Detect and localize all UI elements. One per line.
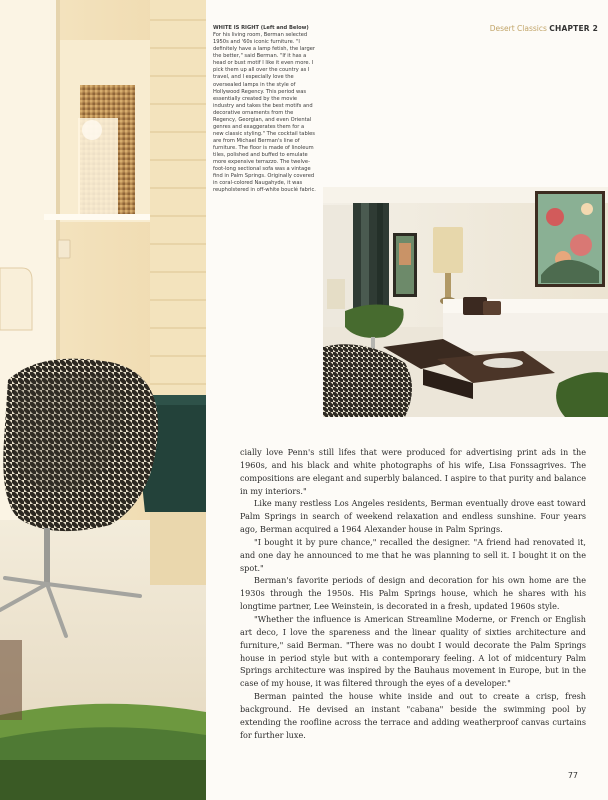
running-head-section: Desert Classics xyxy=(489,24,547,33)
body-paragraph: Like many restless Los Angeles residents, Berman eventually drove east toward Palm Springs in search of weekend relaxation and endless sunshine. Four years ago, Berman acquired a 1964 Alexander house in Palm Springs. xyxy=(240,498,586,535)
photo-caption xyxy=(213,25,316,195)
body-paragraph: cially love Penn's still lifes that were produced for advertising print ads in the 1960s, and his black and white photographs of his wife, Lisa Fonssagrives. The compositions are elegant and superbly balanced. I aspire to that purity and balance in my interiors." xyxy=(240,447,586,496)
running-head-chapter: CHAPTER 2 xyxy=(549,24,598,33)
left-photo-houndstooth-chair xyxy=(0,0,206,800)
body-paragraph: "Whether the influence is American Streamline Moderne, or French or English art deco, I love the spareness and the linear quality of sixties architecture and furniture," said Berman. "There was no doubt I would decorate the Palm Springs house in period style but with a contemporary feeling. A lot of midcentury Palm Springs architecture was inspired by the Bauhaus movement in Europe, but in the case of my house, it was filtered through the eyes of a developer." xyxy=(240,613,586,689)
body-text xyxy=(240,446,586,741)
caption-text: For his living room, Berman selected 1950s and '60s iconic furniture. "I definitely have a lamp fetish, the larger the better," said Berman. "If it has a head or bust motif I like it even more. I pick them up all over the country as I travel, and I especially love the oversealed lamps in the style of Hollywood Regency. This period was essentially created by the movie industry and takes the best motifs and decorative ornaments from the Regency, Georgian, and even Oriental genres and exaggerates them for a new classic styling." The cocktail tables are from Michael Berman's line of furniture. The floor is made of linoleum tiles, polished and buffed to emulate more expensive terrazzo. The twelve-foot-long sectional sofa was a vintage find in Palm Springs. Originally covered in coral-colored Naugahyde, it was reupholstered in off-white bouclé fabric. xyxy=(213,32,316,194)
running-head xyxy=(490,24,598,33)
page-number: 77 xyxy=(567,771,578,780)
body-paragraph: "I bought it by pure chance," recalled the designer. "A friend had renovated it, and one day he announced to me that he was planning to sell it. I bought it on the spot." xyxy=(240,536,586,573)
caption-lead: WHITE IS RIGHT (Left and Below) xyxy=(213,25,309,31)
body-paragraph: Berman painted the house white inside and out to create a crisp, fresh background. He devised an instant "cabana" beside the swimming pool by extending the roofline across the terrace and adding weatherproof canvas curtains for further luxe. xyxy=(240,691,586,740)
right-photo-living-room xyxy=(323,187,608,417)
body-paragraph: Berman's favorite periods of design and decoration for his own home are the 1930s through the 1950s. His Palm Springs house, which he shares with his longtime partner, Lee Weinstein, is decorated in a fresh, updated 1960s style. xyxy=(240,575,586,612)
